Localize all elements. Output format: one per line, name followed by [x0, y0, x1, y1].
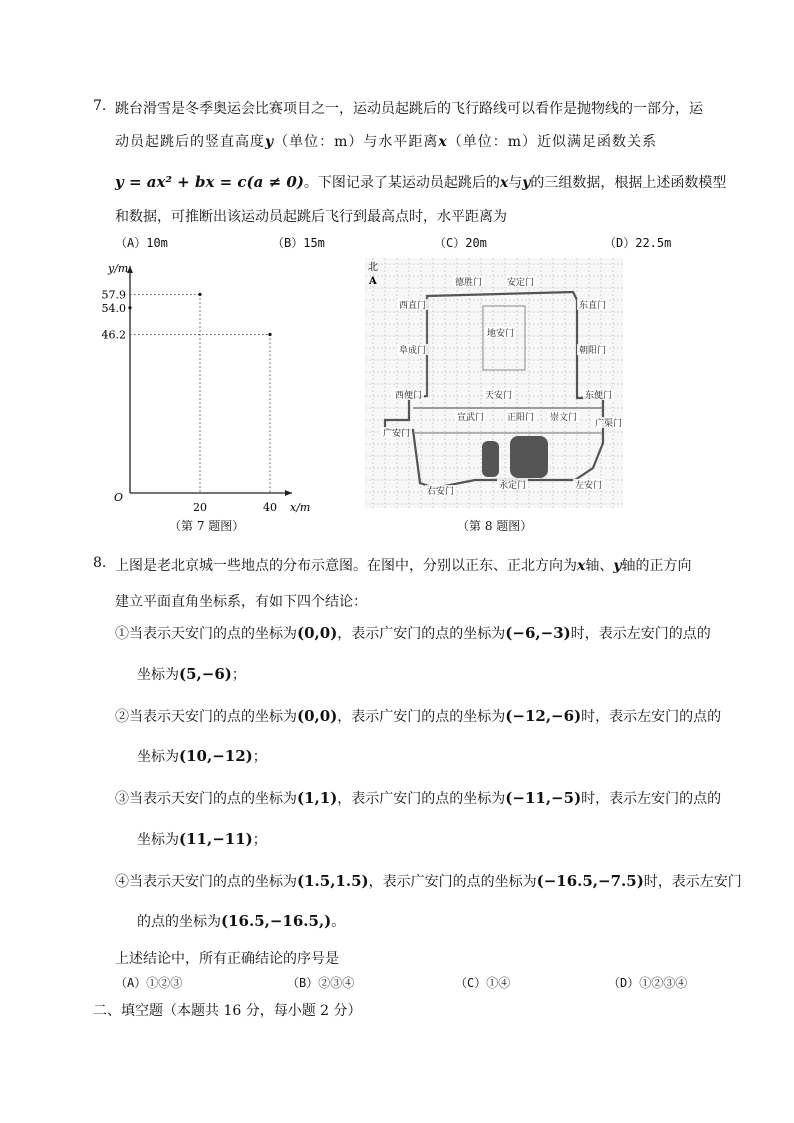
- map-gate-label: 安定门: [507, 278, 535, 288]
- figure-7-chart: [95, 255, 335, 515]
- temple-shape-right: [510, 436, 548, 478]
- map-gate-label: 德胜门: [455, 278, 483, 288]
- map-gate-label: 西便门: [395, 391, 423, 401]
- map-gate-label: 天安门: [485, 391, 513, 401]
- x-axis-label: x/m: [290, 501, 311, 514]
- north-arrow-icon: A: [369, 276, 377, 287]
- q8-text: 坐标为: [137, 749, 179, 765]
- q7-text: 与: [508, 175, 523, 191]
- x-tick-label: 40: [263, 501, 277, 514]
- coord: (16.5,−16.5,): [221, 912, 332, 930]
- q8-text: ①当表示天安门的点的坐标为: [115, 626, 297, 642]
- q8-text: ；: [252, 749, 267, 765]
- map-gate-label: 东直门: [579, 301, 607, 311]
- q8-statement-1-cont: [137, 664, 246, 684]
- map-north-label: 北: [368, 262, 378, 273]
- map-gate-label: 广安门: [383, 429, 411, 439]
- map-gate-label: 广渠门: [595, 419, 623, 429]
- q8-statement-4-cont: [137, 911, 345, 931]
- coord: (5,−6): [179, 665, 232, 683]
- var-y: y: [613, 558, 622, 574]
- map-gate-label: 朝阳门: [579, 346, 607, 356]
- map-gate-label: 左安门: [575, 481, 603, 491]
- q8-option-c[interactable]: （C）①④: [455, 976, 511, 990]
- var-y: y: [265, 134, 275, 150]
- coord: (1,1): [297, 789, 338, 807]
- data-point: [198, 293, 201, 296]
- map-gate-label: 阜成门: [399, 346, 427, 356]
- q8-option-a[interactable]: （A）①②③: [115, 976, 183, 990]
- q8-text: 上图是老北京城一些地点的分布示意图。在图中，分别以正东、正北方向为: [115, 558, 577, 574]
- coord: (−16.5,−7.5): [536, 872, 644, 890]
- q8-text: ；: [252, 832, 267, 848]
- map-gate-label: 东便门: [585, 391, 613, 401]
- q8-statement-2: [115, 706, 721, 726]
- q8-text: ②当表示天安门的点的坐标为: [115, 709, 297, 725]
- figure-8-map: [365, 258, 623, 508]
- q8-text: 轴、: [585, 558, 614, 574]
- y-tick-label: 57.9: [101, 288, 126, 302]
- q8-text: 坐标为: [137, 832, 179, 848]
- q8-text: 时，表示左安门的点的: [570, 626, 711, 642]
- coord: (1.5,1.5): [297, 872, 369, 890]
- q7-text: 。下图记录了某运动员起跳后的: [303, 175, 500, 191]
- q8-statement-2-cont: [137, 746, 267, 766]
- coord: (−11,−5): [505, 789, 582, 807]
- q8-text: 时，表示左安门的点的: [581, 791, 722, 807]
- coord: (10,−12): [179, 747, 253, 765]
- q7-option-c[interactable]: （C）20m: [434, 236, 487, 250]
- q8-text: ，表示广安门的点的坐标为: [368, 874, 537, 890]
- q8-text: 时，表示左安门: [643, 874, 742, 890]
- map-gate-label: 崇文门: [550, 413, 578, 423]
- q8-text: ，表示广安门的点的坐标为: [337, 791, 506, 807]
- coord: (0,0): [297, 624, 338, 642]
- q7-line-3: [115, 172, 726, 192]
- q8-text: 的点的坐标为: [137, 914, 221, 930]
- coord: (0,0): [297, 707, 338, 725]
- q7-option-a[interactable]: （A）10m: [115, 236, 168, 250]
- q8-text: ，表示广安门的点的坐标为: [337, 626, 506, 642]
- q8-line-2: 建立平面直角坐标系，有如下四个结论：: [115, 594, 367, 610]
- figure-7-caption: （第 7 题图）: [169, 519, 245, 533]
- y-tick-label: 54.0: [101, 301, 126, 315]
- map-gate-label: 永定门: [499, 481, 527, 491]
- q8-text: 坐标为: [137, 667, 179, 683]
- q8-text: ④当表示天安门的点的坐标为: [115, 874, 297, 890]
- q8-text: 轴的正方向: [621, 558, 692, 574]
- q8-option-d[interactable]: （D）①②③④: [608, 976, 688, 990]
- q8-statement-3-cont: [137, 829, 267, 849]
- map-gate-label: 宣武门: [457, 413, 485, 423]
- q8-text: 时，表示左安门的点的: [581, 709, 722, 725]
- q7-line-1: 跳台滑雪是冬季奥运会比赛项目之一，运动员起跳后的飞行路线可以看作是抛物线的一部分，运: [115, 101, 703, 117]
- map-gate-label: 西直门: [399, 301, 427, 311]
- q7-text: （单位：m）与水平距离: [274, 134, 439, 150]
- origin-label: O: [114, 491, 124, 504]
- x-tick-label: 20: [193, 501, 207, 514]
- q8-text: 。: [331, 914, 346, 930]
- q7-line-4: 和数据，可推断出该运动员起跳后飞行到最高点时，水平距离为: [115, 209, 507, 225]
- q8-line-1: [115, 555, 692, 575]
- coord: (11,−11): [179, 830, 253, 848]
- coord: (−6,−3): [505, 624, 571, 642]
- q8-number: 8.: [93, 555, 107, 571]
- q7-number: 7.: [93, 98, 107, 114]
- section-2-heading: 二、填空题（本题共 16 分，每小题 2 分）: [93, 1003, 362, 1019]
- map-gate-label: 正阳门: [507, 413, 535, 423]
- q8-statement-3: [115, 788, 721, 808]
- var-x: x: [499, 175, 509, 191]
- data-point: [268, 333, 271, 336]
- y-axis-label: y/m: [108, 262, 129, 276]
- y-tick-label: 46.2: [101, 328, 126, 342]
- function-formula: y = ax² + bx = c(a ≠ 0): [115, 173, 304, 191]
- q7-text: 的三组数据，根据上述函数模型: [530, 175, 727, 191]
- q7-text: （单位：m）近似满足函数关系: [447, 134, 658, 150]
- q7-text: 动员起跳后的竖直高度: [115, 134, 265, 150]
- q8-text: ，表示广安门的点的坐标为: [337, 709, 506, 725]
- var-x: x: [438, 134, 448, 150]
- q8-text: ③当表示天安门的点的坐标为: [115, 791, 297, 807]
- q7-option-b[interactable]: （B）15m: [272, 236, 325, 250]
- var-x: x: [577, 558, 586, 574]
- q8-text: ；: [231, 667, 246, 683]
- q7-line-2: [115, 131, 657, 151]
- q8-statement-4: [115, 871, 742, 891]
- q8-option-b[interactable]: （B）②③④: [287, 976, 355, 990]
- x-axis-arrow: [285, 490, 292, 496]
- q8-statement-1: [115, 623, 711, 643]
- figure-8-caption: （第 8 题图）: [457, 519, 533, 533]
- q7-option-d[interactable]: （D）22.5m: [604, 236, 672, 250]
- var-y: y: [522, 175, 531, 191]
- data-point: [128, 306, 131, 309]
- coord: (−12,−6): [505, 707, 582, 725]
- map-gate-label: 右安门: [427, 487, 455, 497]
- map-gate-label: 地安门: [487, 329, 515, 339]
- q8-prompt: 上述结论中，所有正确结论的序号是: [115, 951, 339, 967]
- temple-shape-left: [482, 441, 499, 477]
